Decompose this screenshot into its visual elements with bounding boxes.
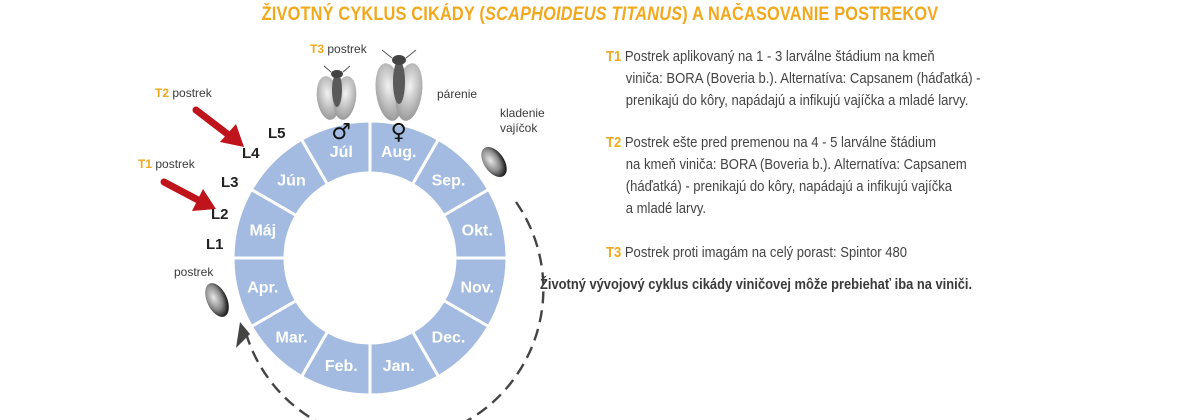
winter-spray-label: postrek: [174, 265, 214, 279]
month-label: Dec.: [431, 329, 466, 347]
egg-laying-label: kladenie vajíčok: [500, 106, 545, 135]
month-label: Júl: [329, 143, 353, 161]
stage-l5: L5: [268, 125, 286, 142]
month-label: Máj: [249, 222, 277, 240]
t2-arrow-icon: [196, 110, 244, 147]
stage-l4: L4: [242, 145, 260, 162]
stage-l2: L2: [211, 206, 229, 223]
female-adult-icon: [372, 50, 426, 123]
month-label: Feb.: [324, 358, 358, 376]
diagram-title: ŽIVOTNÝ CYKLUS CIKÁDY (SCAPHOIDEUS TITANUS) A NAČASOVANIE POSTREKOV: [261, 4, 939, 25]
male-adult-icon: [314, 66, 359, 121]
month-label: Jún: [277, 172, 306, 190]
legend-t1: T1 Postrek aplikovaný na 1 - 3 larválne štádium na kmeň viniča: BORA (Boveria b.). Alternatíva: Capsanem (háďatká) - prenikajú do kôry, napádajú a infikujú vajíčka a mladé larvy.: [606, 49, 981, 109]
t1-arrow-icon: [164, 182, 216, 211]
female-symbol-icon: ♀: [390, 119, 407, 145]
t2-spray-label: T2 postrek: [155, 86, 212, 100]
male-symbol-icon: ♂: [331, 119, 352, 145]
month-label: Apr.: [247, 279, 279, 297]
legend-t2: T2 Postrek ešte pred premenou na 4 - 5 larválne štádium na kmeň viniča: BORA (Boveria b.). Alternatíva: Capsanem (háďatká) - prenikajú do kôry, napádajú a infikujú vajíčka a mladé larvy.: [606, 135, 967, 217]
month-label: Mar.: [275, 329, 308, 347]
cycle-arrowhead-icon: [236, 322, 250, 348]
month-label: Okt.: [461, 222, 493, 240]
month-label: Aug.: [380, 143, 417, 161]
month-label: Nov.: [460, 279, 494, 297]
stage-l1: L1: [206, 236, 224, 253]
egg-icon-spring: [200, 279, 233, 320]
month-ring: [233, 120, 507, 395]
footnote: Životný vývojový cyklus cikády viničovej môže prebiehať iba na viniči.: [540, 276, 973, 293]
stage-l3: L3: [221, 174, 239, 191]
month-label: Jan.: [382, 358, 415, 376]
t3-spray-label: T3 postrek: [310, 42, 367, 56]
legend-t3: T3 Postrek proti imagám na celý porast: Spintor 480: [606, 245, 908, 261]
month-label: Sep.: [431, 172, 466, 190]
mating-label: párenie: [437, 87, 478, 101]
t1-spray-label: T1 postrek: [138, 157, 195, 171]
